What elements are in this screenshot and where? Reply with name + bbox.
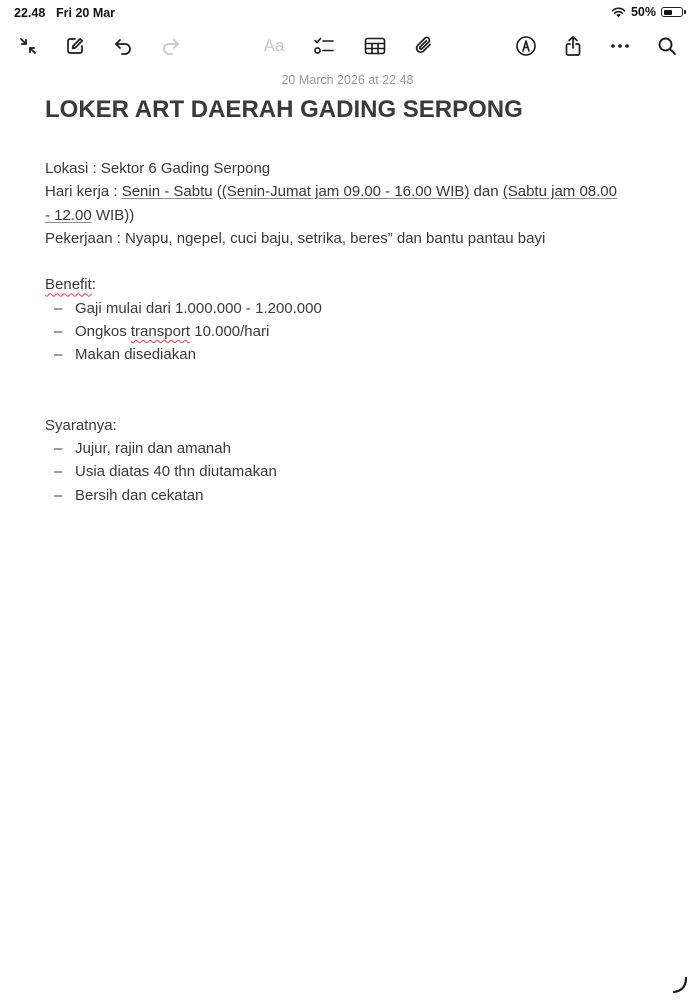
list-item — [45, 297, 625, 320]
search-icon — [657, 36, 677, 56]
collapse-icon — [18, 36, 38, 56]
search-button[interactable] — [649, 28, 685, 64]
note-body[interactable] — [45, 157, 625, 507]
syarat-item: Usia diatas 40 thn diutamakan — [75, 463, 277, 481]
dash: – — [54, 463, 63, 481]
status-date: Fri 20 Mar — [56, 6, 116, 20]
benefit-heading — [45, 273, 625, 296]
format-button[interactable] — [255, 28, 293, 64]
collapse-button[interactable] — [10, 28, 46, 64]
blank-line — [45, 367, 625, 414]
battery-percent: 50% — [630, 5, 656, 19]
markup-button[interactable] — [508, 28, 544, 64]
syarat-heading: Syaratnya: — [45, 416, 117, 434]
dash: – — [54, 439, 63, 457]
checklist-button[interactable] — [306, 28, 342, 64]
note-title[interactable]: LOKER ART DAERAH GADING SERPONG — [45, 96, 523, 123]
lokasi-line: Lokasi : Sektor 6 Gading Serpong — [45, 160, 271, 177]
list-item — [45, 460, 625, 483]
share-icon — [563, 35, 583, 57]
more-icon — [610, 43, 630, 49]
list-item — [45, 484, 625, 507]
blank-line — [45, 250, 625, 273]
list-item — [45, 437, 625, 460]
benefit-ongkos-word: transport — [130, 323, 191, 341]
status-time: 22.48 — [14, 6, 46, 20]
benefit-gaji: Gaji mulai dari 1.000.000 - 1.200.000 — [75, 299, 322, 317]
list-item — [45, 343, 625, 366]
note-timestamp: 20 March 2026 at 22.48 — [281, 73, 414, 87]
dash: – — [54, 346, 63, 364]
hari-kerja-open: ( — [212, 183, 222, 201]
hari-kerja-weekday: (Senin-Jumat jam 09.00 - 16.00 WIB) — [221, 183, 470, 201]
toolbar — [0, 28, 695, 64]
hari-kerja-label: Hari kerja : — [45, 183, 122, 201]
dash: – — [54, 299, 63, 317]
table-button[interactable] — [357, 28, 393, 64]
compose-button[interactable] — [57, 28, 93, 64]
pekerjaan-line: Pekerjaan : Nyapu, ngepel, cuci baju, setrika, beres” dan bantu pantau bayi — [45, 229, 546, 247]
status-bar — [0, 0, 695, 26]
hari-kerja-and: dan — [469, 183, 503, 201]
syarat-item: Jujur, rajin dan amanah — [75, 439, 231, 457]
undo-button[interactable] — [105, 28, 141, 64]
share-button[interactable] — [555, 28, 591, 64]
benefit-makan: Makan disediakan — [75, 346, 196, 364]
undo-icon — [113, 36, 133, 56]
more-button[interactable] — [602, 28, 638, 64]
compose-icon — [65, 36, 85, 56]
syarat-item: Bersih dan cekatan — [75, 486, 204, 504]
benefit-ongkos-post: 10.000/hari — [190, 323, 270, 341]
attachment-button[interactable] — [406, 28, 442, 64]
hari-kerja-days: Senin - Sabtu — [121, 183, 213, 201]
benefit-ongkos-pre: Ongkos — [75, 323, 131, 341]
dash: – — [54, 323, 63, 341]
attachment-icon — [414, 35, 434, 57]
benefit-word: Benefit — [45, 276, 92, 294]
status-indicators — [611, 5, 683, 19]
hari-kerja-close: WIB)) — [91, 206, 135, 224]
battery-level — [664, 10, 672, 15]
redo-icon — [161, 36, 181, 56]
battery-icon — [661, 7, 683, 17]
checklist-icon — [313, 36, 335, 56]
markup-icon — [515, 35, 537, 57]
hari-kerja-saturday: (Sabtu jam 08.00 - 12.00 — [45, 183, 617, 224]
list-item — [45, 320, 625, 343]
hari-kerja-line — [45, 180, 625, 227]
dash: – — [54, 486, 63, 504]
handwriting-indicator-icon — [671, 976, 689, 994]
format-icon: Aa — [263, 36, 285, 55]
wifi-icon — [611, 7, 626, 18]
redo-button[interactable] — [153, 28, 189, 64]
table-icon — [364, 37, 386, 55]
benefit-colon: : — [91, 276, 96, 294]
